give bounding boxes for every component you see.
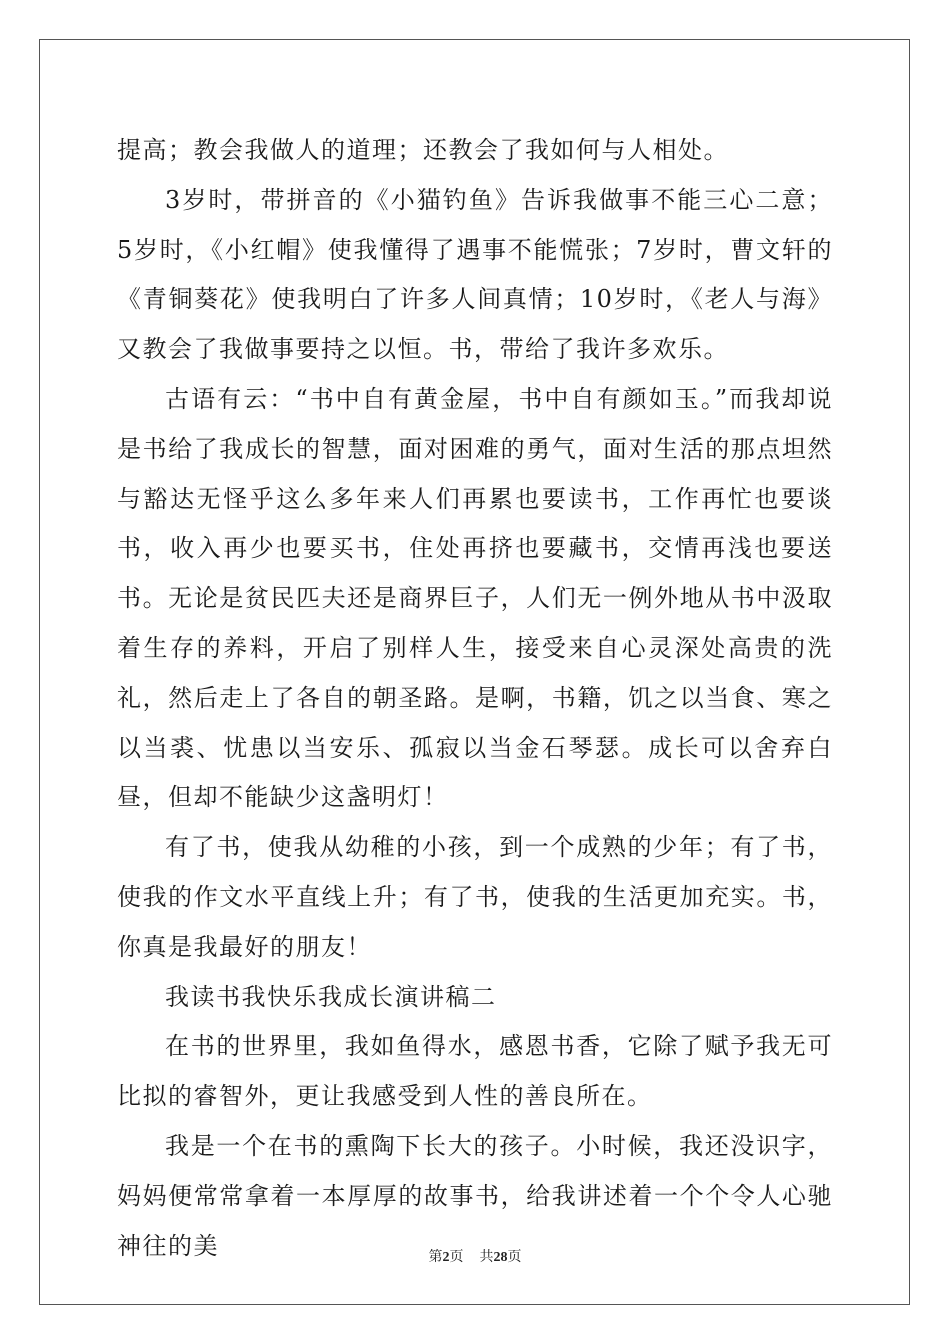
paragraph: 我是一个在书的熏陶下长大的孩子。小时候，我还没识字，妈妈便常常拿着一本厚厚的故事书，给我讲述着一个个令人心驰神往的美	[117, 1131, 833, 1260]
paragraph: 3岁时，带拼音的《小猫钓鱼》告诉我做事不能三心二意；5岁时，《小红帽》使我懂得了遇事不能慌张；7岁时，曹文轩的《青铜葵花》使我明白了许多人间真情；10岁时，《老人与海》又教会了我做事要持之以恒。书，带给了我许多欢乐。	[117, 185, 833, 364]
paragraph: 在书的世界里，我如鱼得水，感恩书香，它除了赋予我无可比拟的睿智外，更让我感受到人性的善良所在。	[117, 1032, 833, 1111]
section-heading: 我读书我快乐我成长演讲稿二	[165, 982, 497, 1011]
paragraph: 提高；教会我做人的道理；还教会了我如何与人相处。	[117, 136, 729, 164]
document-body	[117, 126, 833, 1271]
page-footer	[0, 1246, 950, 1266]
paragraph: 有了书，使我从幼稚的小孩，到一个成熟的少年；有了书，使我的作文水平直线上升；有了书，使我的生活更加充实。书，你真是我最好的朋友！	[117, 833, 833, 961]
paragraph: 古语有云：“书中自有黄金屋，书中自有颜如玉。”而我却说是书给了我成长的智慧，面对困难的勇气，面对生活的那点坦然与豁达无怪乎这么多年来人们再累也要读书，工作再忙也要谈书，收入再少也要买书，住处再挤也要藏书，交情再浅也要送书。无论是贫民匹夫还是商界巨子，人们无一例外地从书中汲取着生存的养料，开启了别样人生，接受来自心灵深处高贵的洗礼，然后走上了各自的朝圣路。是啊，书籍，饥之以当食、寒之以当裘、忧患以当安乐、孤寂以当金石琴瑟。成长可以舍弃白昼，但却不能缺少这盏明灯！	[117, 384, 833, 812]
page-number: 第2页	[428, 1250, 464, 1265]
page-total: 共28页	[479, 1250, 522, 1265]
